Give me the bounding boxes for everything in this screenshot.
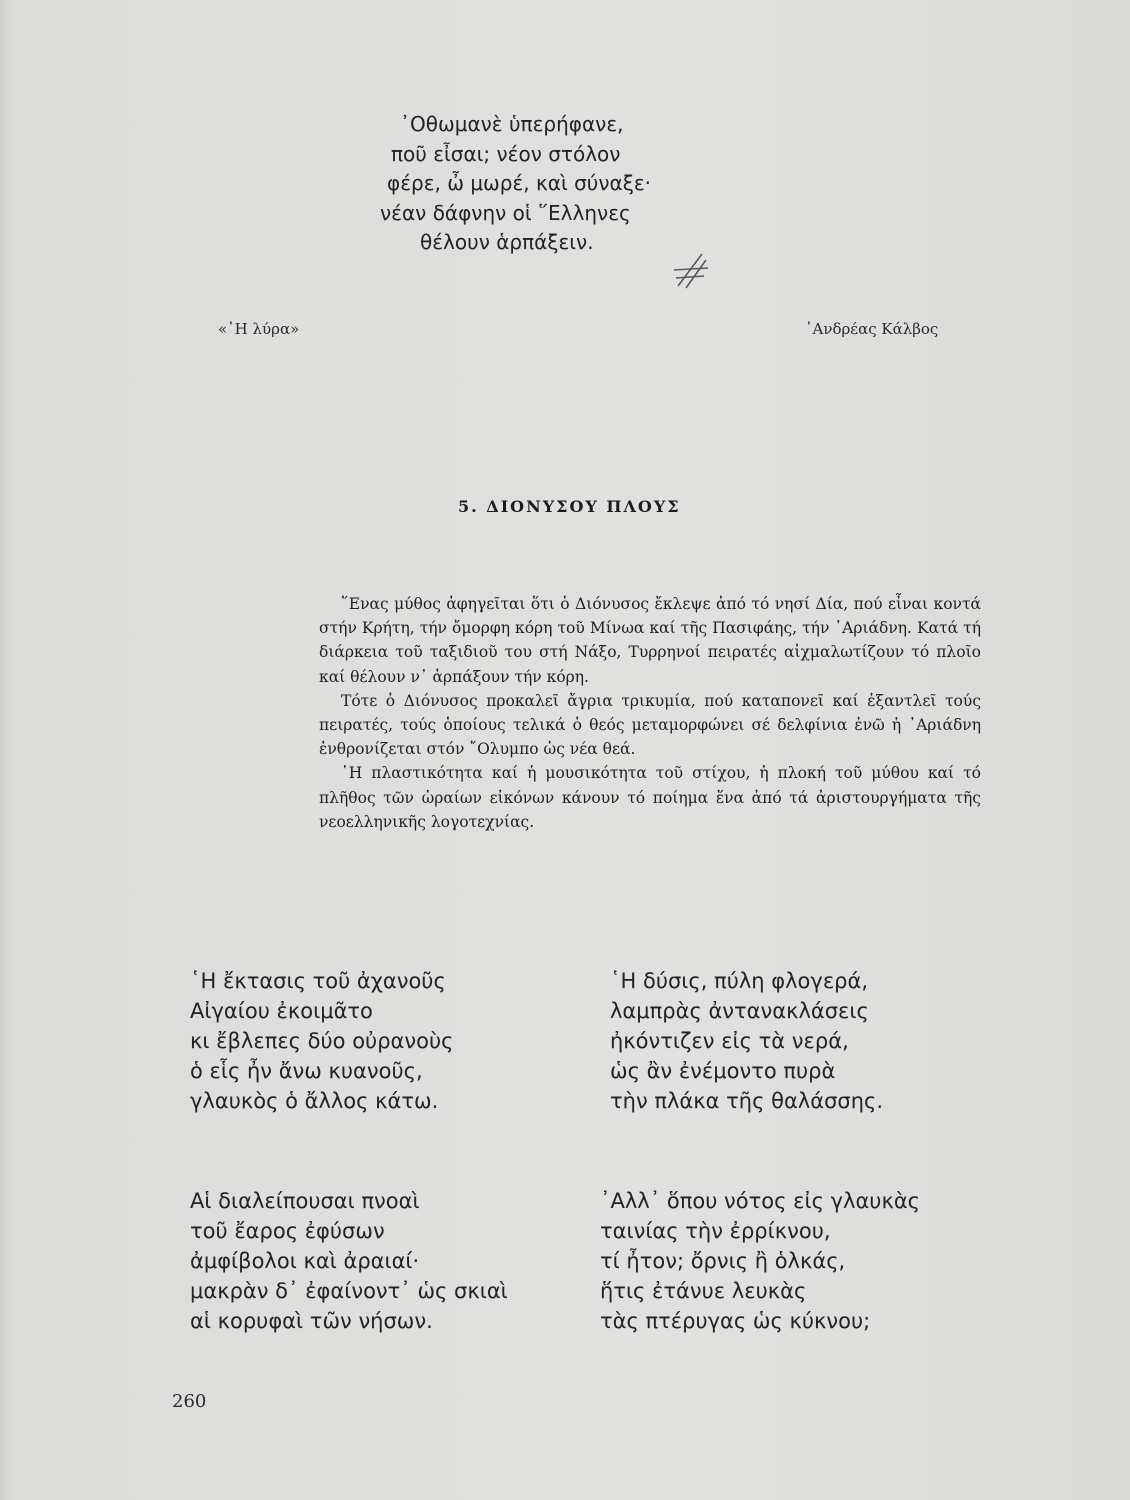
verse-line: ῾Η ἔκτασις τοῦ ἀχανοῦς xyxy=(190,969,446,993)
opening-poem xyxy=(380,110,652,258)
stanza-2 xyxy=(610,966,883,1116)
verse-line: ῾Η δύσις, πύλη φλογερά, xyxy=(610,969,869,993)
verse-line: αἱ κορυφαὶ τῶν νήσων. xyxy=(190,1309,433,1333)
stanza-3 xyxy=(190,1186,508,1336)
opening-poem-line: φέρε, ὦ μωρέ, καὶ σύναξε· xyxy=(387,171,652,195)
attribution-source: «῾Η λύρα» xyxy=(218,320,300,338)
intro-paragraph: ῾Η πλαστικότητα καί ἡ μουσικότητα τοῦ στίχου, ἡ πλοκή τοῦ μύθου καί τό πλῆθος τῶν ὡραίων εἰκόνων κάνουν τό ποίημα ἕνα ἀπό τά ἀριστουργήματα τῆς νεοελληνικῆς λογοτεχνίας. xyxy=(319,764,981,831)
verse-line: ἥτις ἐτάνυε λευκὰς xyxy=(600,1279,807,1303)
verse-line: λαμπρὰς ἀντανακλάσεις xyxy=(610,999,869,1023)
section-heading: 5. ΔΙΟΝΥΣΟΥ ΠΛΟΥΣ xyxy=(458,497,681,516)
verse-line: ταινίας τὴν ἐρρίκνου, xyxy=(600,1219,831,1243)
opening-poem-line: νέαν δάφνην οἱ ῞Ελληνες xyxy=(380,200,631,225)
verse-line: ἠκόντιζεν εἰς τὰ νερά, xyxy=(610,1029,849,1053)
intro-paragraph: Τότε ὁ Διόνυσος προκαλεῖ ἄγρια τρικυμία, πού καταπονεῖ καί ἐξαντλεῖ τούς πειρατές, τούς ὁποίους τελικά ὁ θεός μεταμορφώνει σέ δελφίνια ἐνῶ ἡ ᾿Αριάδνη ἐνθρονίζεται στόν ῎Ολυμπο ὡς νέα θεά. xyxy=(319,691,981,759)
intro-text xyxy=(319,592,981,834)
opening-poem-line: θέλουν ἁρπάξειν. xyxy=(420,230,594,254)
verse-line: τί ἦτον; ὄρνις ἢ ὁλκάς, xyxy=(600,1249,846,1273)
opening-poem-line: ᾿Οθωμανὲ ὑπερήφανε, xyxy=(400,112,624,136)
pencil-mark-icon xyxy=(668,248,714,294)
verse-line: ὁ εἷς ἦν ἄνω κυανοῦς, xyxy=(190,1059,423,1083)
verse-line: ὡς ἂν ἐνέμοντο πυρὰ xyxy=(610,1059,836,1083)
verse-line: τὴν πλάκα τῆς θαλάσσης. xyxy=(610,1089,884,1113)
verse-line: ᾿Αλλ᾿ ὅπου νότος εἰς γλαυκὰς xyxy=(600,1189,920,1213)
verse-line: τὰς πτέρυγας ὡς κύκνου; xyxy=(600,1309,871,1333)
page-number: 260 xyxy=(172,1391,207,1412)
stanza-1 xyxy=(190,966,453,1116)
verse-line: Αἱ διαλείπουσαι πνοαὶ xyxy=(190,1189,420,1213)
verse-line: μακρὰν δ᾿ ἐφαίνοντ᾿ ὡς σκιαὶ xyxy=(190,1279,508,1303)
attribution-author: ᾿Ανδρέας Κάλβος xyxy=(805,320,939,338)
verse-line: Αἰγαίου ἐκοιμᾶτο xyxy=(190,999,373,1023)
intro-paragraph: ῞Ενας μύθος ἀφηγεῖται ὅτι ὁ Διόνυσος ἔκλεψε ἀπό τό νησί Δία, πού εἶναι κοντά στήν Κρήτη, τήν ὄμορφη κόρη τοῦ Μίνωα καί τῆς Πασιφάης, τήν ᾿Αριάδνη. Κατά τή διάρκεια τοῦ ταξιδιοῦ του στή Νάξο, Τυρρηνοί πειρατές αἰχμαλωτίζουν τό πλοῖο καί θέλουν ν᾿ ἁρπάξουν τήν κόρη. xyxy=(319,595,981,686)
stanza-4 xyxy=(600,1186,920,1336)
verse-line: ἀμφίβολοι καὶ ἀραιαί· xyxy=(190,1249,420,1273)
verse-line: γλαυκὸς ὁ ἄλλος κάτω. xyxy=(190,1089,439,1113)
verse-line: κι ἔβλεπες δύο οὐρανοὺς xyxy=(190,1029,454,1053)
opening-poem-line: ποῦ εἶσαι; νέον στόλον xyxy=(391,141,621,166)
verse-line: τοῦ ἔαρος ἐφύσων xyxy=(190,1219,385,1243)
